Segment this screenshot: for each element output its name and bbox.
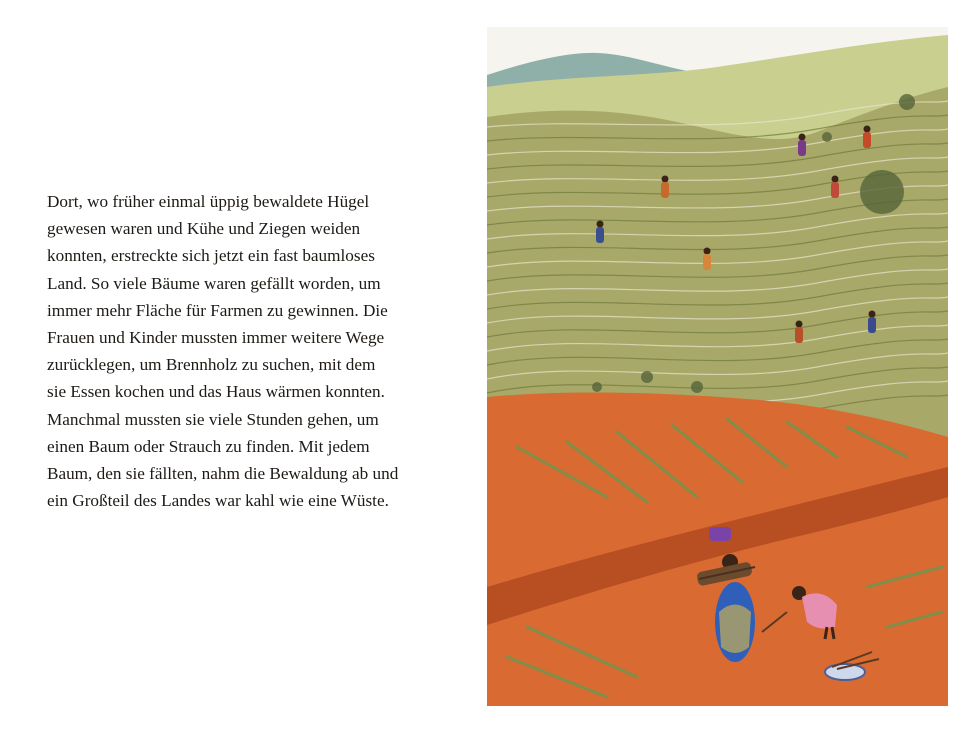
- terraced-fields: [487, 87, 948, 447]
- story-line: immer mehr Fläche für Farmen zu gewinnen. Die: [47, 300, 388, 320]
- illustration-deforested-farmland: [487, 27, 948, 706]
- tree: [641, 371, 653, 383]
- illustration-canvas: [487, 27, 948, 706]
- story-line: ein Großteil des Landes war kahl wie eine Wüste.: [47, 491, 389, 511]
- story-paragraph: [47, 188, 467, 514]
- story-line: Land. So viele Bäume waren gefällt worden, um: [47, 273, 381, 293]
- story-line: Baum, den sie fällten, nahm die Bewaldung ab und: [47, 464, 399, 484]
- story-line: Dort, wo früher einmal üppig bewaldete Hügel: [47, 192, 370, 211]
- tree: [592, 382, 602, 392]
- story-line: konnten, erstreckte sich jetzt ein fast baumloses: [47, 246, 375, 266]
- tree: [822, 132, 832, 142]
- story-line: Frauen und Kinder mussten immer weitere Wege: [47, 328, 385, 348]
- field-worker: [703, 248, 711, 271]
- story-line: zurücklegen, um Brennholz zu suchen, mit dem: [47, 355, 376, 375]
- tree: [860, 170, 904, 214]
- field-worker: [863, 126, 871, 149]
- field-worker: [795, 321, 803, 344]
- story-line: einen Baum oder Strauch zu finden. Mit jedem: [47, 436, 370, 456]
- tree: [899, 94, 915, 110]
- field-worker: [661, 176, 669, 199]
- story-line: sie Essen kochen und das Haus wärmen konnten.: [47, 382, 385, 402]
- field-worker: [596, 221, 604, 244]
- tree: [691, 381, 703, 393]
- story-line: gewesen waren und Kühe und Ziegen weiden: [47, 219, 361, 239]
- story-line: Manchmal mussten sie viele Stunden gehen, um: [47, 409, 379, 429]
- field-worker: [868, 311, 876, 334]
- field-worker: [798, 134, 806, 157]
- field-worker: [831, 176, 839, 199]
